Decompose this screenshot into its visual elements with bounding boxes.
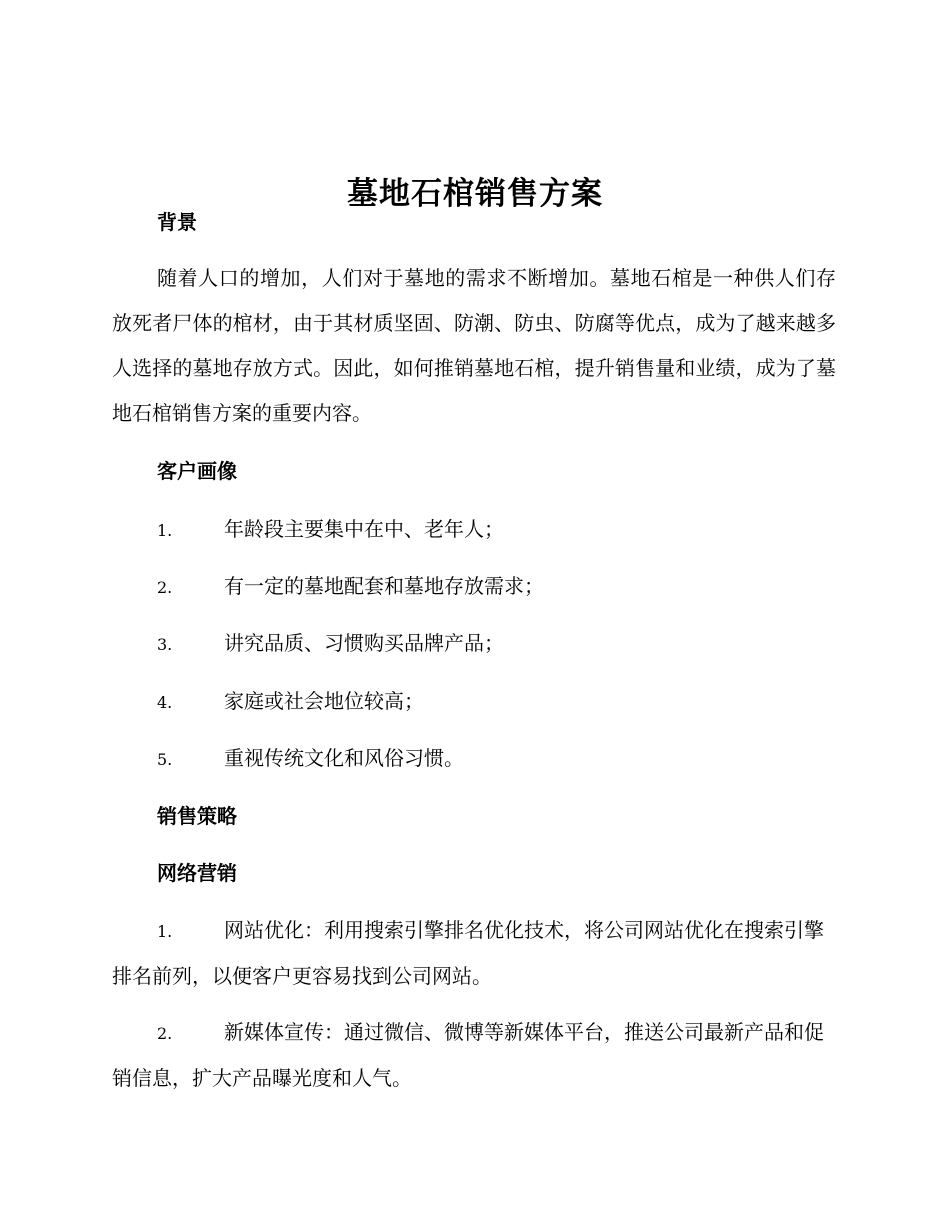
list-number: 5. (157, 750, 173, 769)
list-text: 家庭或社会地位较高； (224, 689, 424, 713)
list-number: 2. (157, 1024, 173, 1043)
list-text: 重视传统文化和风俗习惯。 (224, 746, 464, 770)
list-number: 1. (157, 922, 173, 941)
background-heading: 背景 (157, 210, 197, 234)
sales-strategy-heading: 销售策略 (157, 804, 237, 828)
list-text: 网站优化：利用搜索引擎排名优化技术，将公司网站优化在搜索引擎排名前列，以便客户更容易找到公司网站。 (112, 918, 824, 988)
customer-profile-heading: 客户画像 (157, 459, 237, 483)
background-paragraph: 随着人口的增加，人们对于墓地的需求不断增加。墓地石棺是一种供人们存放死者尸体的棺材，由于其材质坚固、防潮、防虫、防腐等优点，成为了越来越多人选择的墓地存放方式。因此，如何推销墓地石棺，提升销售量和业绩，成为了墓地石棺销售方案的重要内容。 (112, 266, 836, 425)
customer-profile-item (112, 564, 836, 610)
online-marketing-item (112, 1010, 836, 1101)
list-number: 3. (157, 635, 173, 654)
list-text: 新媒体宣传：通过微信、微博等新媒体平台，推送公司最新产品和促销信息，扩大产品曝光度和人气。 (112, 1020, 824, 1090)
document-title: 墓地石棺销售方案 (347, 175, 603, 212)
list-text: 有一定的墓地配套和墓地存放需求； (224, 574, 544, 598)
customer-profile-item (112, 736, 836, 782)
list-text: 年龄段主要集中在中、老年人； (224, 517, 504, 541)
list-number: 2. (157, 578, 173, 597)
online-marketing-item (112, 908, 836, 999)
list-number: 4. (157, 693, 173, 712)
online-marketing-heading: 网络营销 (157, 861, 237, 885)
customer-profile-item (112, 621, 836, 667)
list-number: 1. (157, 521, 173, 540)
customer-profile-item (112, 679, 836, 725)
list-text: 讲究品质、习惯购买品牌产品； (224, 631, 504, 655)
customer-profile-item (112, 507, 836, 553)
